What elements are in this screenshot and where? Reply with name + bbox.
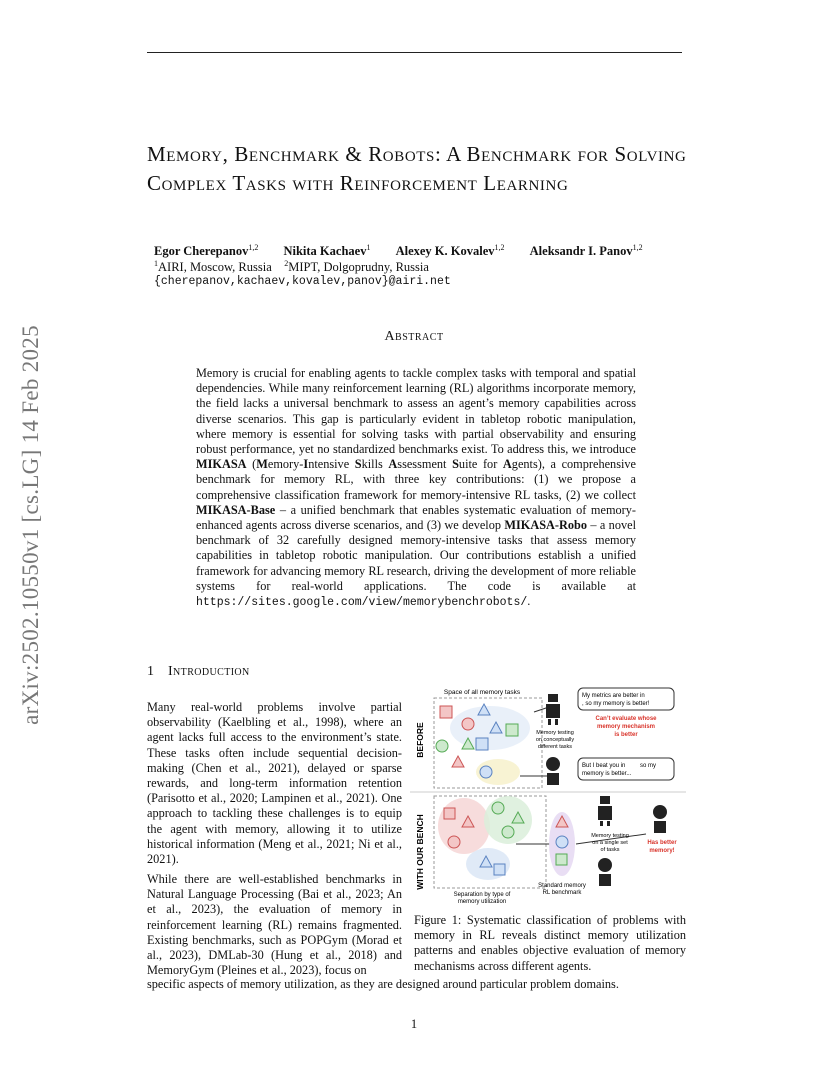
svg-text:But I beat you in: But I beat you in bbox=[582, 763, 626, 769]
task-shape bbox=[494, 864, 505, 875]
abstract-heading: Abstract bbox=[384, 329, 444, 344]
author: Egor Cherepanov$^{1,2}$ bbox=[154, 243, 259, 259]
figure-caption: Figure 1: Systematic classification of problems with memory in RL reveals distinct memory utilization patterns and enables objective evaluation of memory mechanisms across different agents. bbox=[414, 913, 686, 973]
abstract-text: Memory is crucial for enabling agents to tackle complex tasks with temporal and spatial dependencies. While many reinforcement learning (RL) algorithms incorporate memory, the field lacks a universal benchmark to assess an agent’s memory capabilities across diverse scenarios. This gap is particularly evident in tabletop robotic manipulation, where memory is essential for solving tasks with partial observability and ensuring robust performance, yet no standardized benchmarks exist. To address this, we introduce MIKASA (Memory-Intensive Skills Assessment Suite for Agents), a comprehensive benchmark for memory RL, with three key contributions: (1) we propose a comprehensive classification framework for memory-intensive RL tasks, (2) we collect MIKASA-Base – a unified benchmark that enables systematic evaluation of memory-enhanced agents across diverse scenarios, and (3) we develop MIKASA-Robo – a novel benchmark of 32 carefully designed memory-intensive tasks that assess memory capabilities in tabletop robotic manipulation. Our contributions establish a unified framework for advancing memory RL research, driving the development of more reliable systems for real-world applications. The code is available at https://sites.google.com/view/memorybenchrobots/. bbox=[196, 366, 637, 610]
svg-text:Standard memory: Standard memory bbox=[538, 883, 586, 889]
svg-text:memory mechanism: memory mechanism bbox=[596, 724, 656, 730]
svg-text:different tasks: different tasks bbox=[537, 744, 573, 750]
page-number: 1 bbox=[410, 1017, 418, 1031]
arxiv-identifier: arXiv:2502.10550v1 [cs.LG] 14 Feb 2025 bbox=[18, 325, 43, 725]
task-shape bbox=[556, 836, 568, 848]
svg-text:Separation by type of: Separation by type of bbox=[453, 892, 511, 898]
task-shape bbox=[480, 766, 492, 778]
task-shape bbox=[440, 706, 452, 718]
svg-text:Memory testing: Memory testing bbox=[536, 730, 574, 736]
svg-text:, so my memory is better!: , so my memory is better! bbox=[582, 701, 650, 707]
svg-text:memory utilization: memory utilization bbox=[457, 899, 507, 905]
robot-icon bbox=[546, 704, 560, 718]
task-shape bbox=[448, 836, 460, 848]
robot-icon bbox=[548, 694, 558, 702]
robot-icon bbox=[600, 796, 610, 804]
task-shape bbox=[436, 740, 448, 752]
task-shape bbox=[476, 738, 488, 750]
author: Aleksandr I. Panov$^{1,2}$ bbox=[529, 243, 643, 259]
svg-text:memory is better...: memory is better... bbox=[582, 771, 632, 777]
svg-text:Can’t evaluate whose: Can’t evaluate whose bbox=[595, 716, 657, 722]
task-shape bbox=[462, 718, 474, 730]
intro-paragraph: specific aspects of memory utilization, as they are designed around particular problem domains. bbox=[147, 977, 619, 991]
author-emails: {cherepanov,kachaev,kovalev,panov}@airi.net bbox=[154, 275, 451, 288]
svg-text:RL benchmark: RL benchmark bbox=[542, 890, 582, 896]
robot-icon bbox=[546, 757, 560, 771]
author: Nikita Kachaev$^1$ bbox=[283, 243, 371, 259]
robot-icon bbox=[653, 805, 667, 819]
task-shape bbox=[452, 756, 464, 767]
top-rule bbox=[147, 52, 682, 53]
svg-text:on a single set: on a single set bbox=[592, 840, 628, 846]
task-shape bbox=[492, 802, 504, 814]
task-shape bbox=[556, 854, 567, 865]
svg-text:on conceptually: on conceptually bbox=[535, 737, 575, 743]
svg-text:Memory testing: Memory testing bbox=[591, 833, 629, 839]
intro-paragraph: Many real-world problems involve partial observability (Kaelbling et al., 1998), where an agent lacks full access to the environment’s state. These tasks often include sequential decision-making (Chen et al., 2021), delayed or sparse rewards, and long-term information retention (Parisotto et al., 2020; Lampinen et al., 2021). One approach to tackling these challenges is to equip the agent with memory, allowing it to utilize historical information (Meng et al., 2021; Ni et al., 2021). bbox=[147, 700, 402, 867]
task-shape bbox=[444, 808, 455, 819]
robot-icon bbox=[598, 806, 612, 820]
robot-icon bbox=[598, 858, 612, 872]
svg-text:so my: so my bbox=[640, 763, 657, 769]
svg-text:My metrics are better in: My metrics are better in bbox=[582, 693, 645, 699]
section-heading: 1 Introduction bbox=[147, 664, 250, 679]
with-bench-label: WITH OUR BENCH bbox=[415, 814, 425, 890]
paper-title: Memory, Benchmark & Robots: A Benchmark for Solving Complex Tasks with Reinforcement Learning bbox=[147, 142, 687, 195]
code-link[interactable]: https://sites.google.com/view/memorybenchrobots/ bbox=[196, 596, 528, 610]
arxiv-sidebar bbox=[8, 290, 54, 760]
figure-1 bbox=[410, 684, 686, 908]
task-shape bbox=[506, 724, 518, 736]
svg-text:memory!: memory! bbox=[649, 848, 675, 854]
task-shape bbox=[502, 826, 514, 838]
affiliations: $^1$AIRI, Moscow, Russia $^2$MIPT, Dolgoprudny, Russia bbox=[154, 259, 429, 275]
intro-paragraph: While there are well-established benchmarks in Natural Language Processing (Bai et al., 2023; An et al., 2023), the evaluation of memory in reinforcement learning (RL) remains fragmented. Existing benchmarks, such as POPGym (Morad et al., 2023), DMLab-30 (Hung et al., 2018) and MemoryGym (Pleines et al., 2023), focus on bbox=[147, 872, 402, 978]
svg-text:is better: is better bbox=[614, 732, 638, 738]
author-list bbox=[154, 243, 674, 259]
before-label: BEFORE bbox=[415, 722, 425, 758]
author: Alexey K. Kovalev$^{1,2}$ bbox=[395, 243, 505, 259]
space-label: Space of all memory tasks bbox=[443, 689, 521, 696]
svg-text:Has better: Has better bbox=[647, 840, 677, 846]
svg-text:of tasks: of tasks bbox=[600, 847, 620, 853]
